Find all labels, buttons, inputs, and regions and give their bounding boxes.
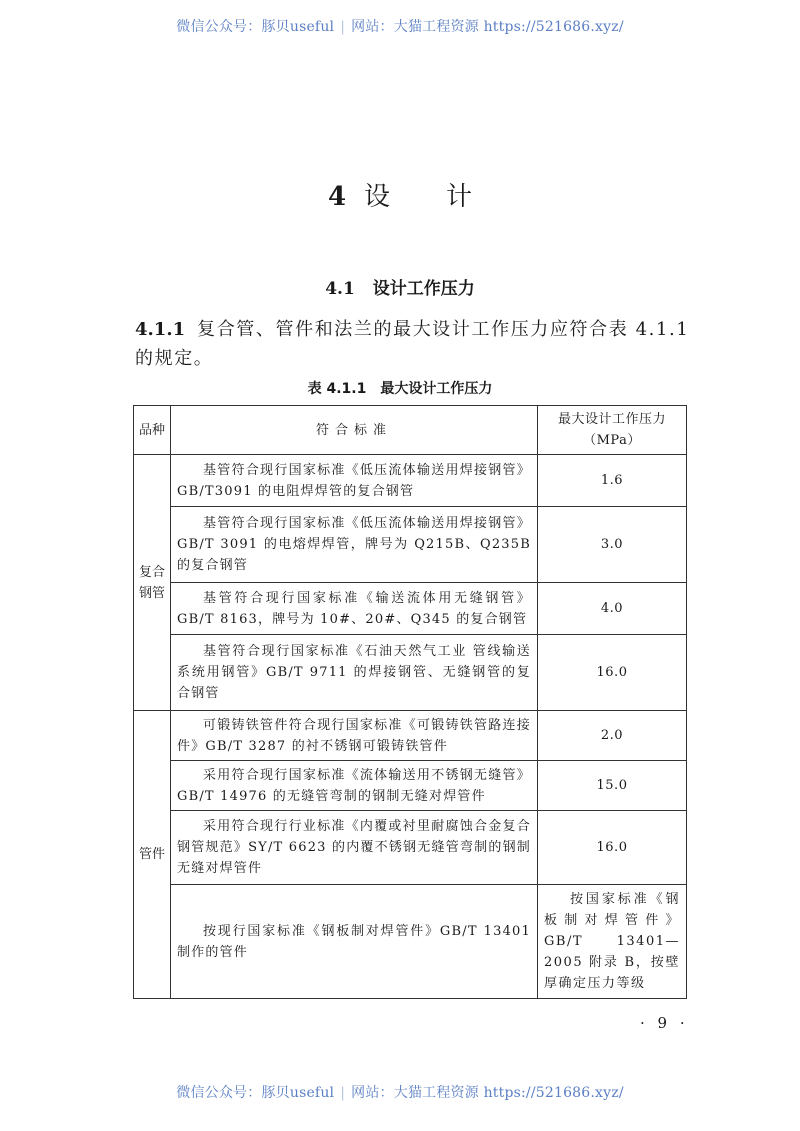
chapter-title-char: 设: [364, 182, 391, 212]
watermark-separator: |: [340, 1085, 346, 1101]
clause-4-1-1: [135, 315, 695, 373]
table-row: [134, 811, 687, 885]
table-row: [134, 711, 687, 761]
header-kind: 品种: [134, 406, 171, 455]
pressure-cell: 15.0: [538, 761, 687, 811]
watermark-site: 网站：大猫工程资源 https://521686.xyz/: [351, 19, 624, 35]
clause-text: 复合管、管件和法兰的最大设计工作压力应符合表 4.1.1 的规定。: [135, 319, 690, 369]
chapter-number: 4: [327, 182, 347, 212]
standard-cell: 采用符合现行国家标准《流体输送用不锈钢无缝管》GB/T 14976 的无缝管弯制的钢制无缝对焊管件: [171, 761, 538, 811]
header-standard: 符合标准: [171, 406, 538, 455]
table-row: [134, 761, 687, 811]
watermark-bottom: [0, 1082, 800, 1102]
standard-cell: 基管符合现行国家标准《低压流体输送用焊接钢管》GB/T 3091 的电熔焊焊管，牌号为 Q215B、Q235B 的复合钢管: [171, 507, 538, 583]
pressure-cell: 按国家标准《钢板制对焊管件》GB/T 13401—2005 附录 B，按壁厚确定压力等级: [538, 885, 687, 999]
header-pressure: 最大设计工作压力（MPa）: [538, 406, 687, 455]
chapter-title-char: 计: [446, 182, 473, 212]
kind-cell-fittings: 管件: [134, 711, 171, 999]
table-row: [134, 455, 687, 507]
section-title-text: 设计工作压力: [372, 279, 475, 299]
pressure-cell: 16.0: [538, 635, 687, 711]
section-number: 4.1: [325, 279, 355, 299]
standard-cell: 基管符合现行国家标准《石油天然气工业 管线输送系统用钢管》GB/T 9711 的焊接钢管、无缝钢管的复合钢管: [171, 635, 538, 711]
watermark-separator: |: [340, 19, 346, 35]
pressure-cell: 3.0: [538, 507, 687, 583]
table-row: [134, 507, 687, 583]
pressure-cell: 16.0: [538, 811, 687, 885]
standard-cell: 基管符合现行国家标准《低压流体输送用焊接钢管》GB/T3091 的电阻焊焊管的复合钢管: [171, 455, 538, 507]
table-row: [134, 583, 687, 635]
pressure-cell: 1.6: [538, 455, 687, 507]
page-number: · 9 ·: [640, 1014, 689, 1032]
table-header-row: [134, 406, 687, 455]
table-row: [134, 635, 687, 711]
standard-cell: 可锻铸铁管件符合现行国家标准《可锻铸铁管路连接件》GB/T 3287 的衬不锈钢可锻铸铁管件: [171, 711, 538, 761]
standard-cell: 采用符合现行行业标准《内覆或衬里耐腐蚀合金复合钢管规范》SY/T 6623 的内覆不锈钢无缝管弯制的钢制无缝对焊管件: [171, 811, 538, 885]
kind-cell-composite-pipe: 复合钢管: [134, 455, 171, 711]
table-caption-title: 最大设计工作压力: [380, 381, 493, 397]
section-title: [0, 274, 800, 299]
watermark-wechat: 微信公众号：豚贝useful: [176, 1085, 335, 1101]
standard-cell: 按现行国家标准《钢板制对焊管件》GB/T 13401 制作的管件: [171, 885, 538, 999]
watermark-wechat: 微信公众号：豚贝useful: [176, 19, 335, 35]
pressure-cell: 4.0: [538, 583, 687, 635]
clause-number: 4.1.1: [135, 319, 186, 340]
watermark-site: 网站：大猫工程资源 https://521686.xyz/: [351, 1085, 624, 1101]
max-pressure-table: [133, 405, 687, 999]
table-caption-number: 表 4.1.1: [307, 381, 367, 397]
watermark-top: [0, 16, 800, 36]
pressure-cell: 2.0: [538, 711, 687, 761]
table-caption: [0, 378, 800, 398]
table-row: [134, 885, 687, 999]
standard-cell: 基管符合现行国家标准《输送流体用无缝钢管》GB/T 8163，牌号为 10#、20#、Q345 的复合钢管: [171, 583, 538, 635]
chapter-title: [0, 176, 800, 213]
